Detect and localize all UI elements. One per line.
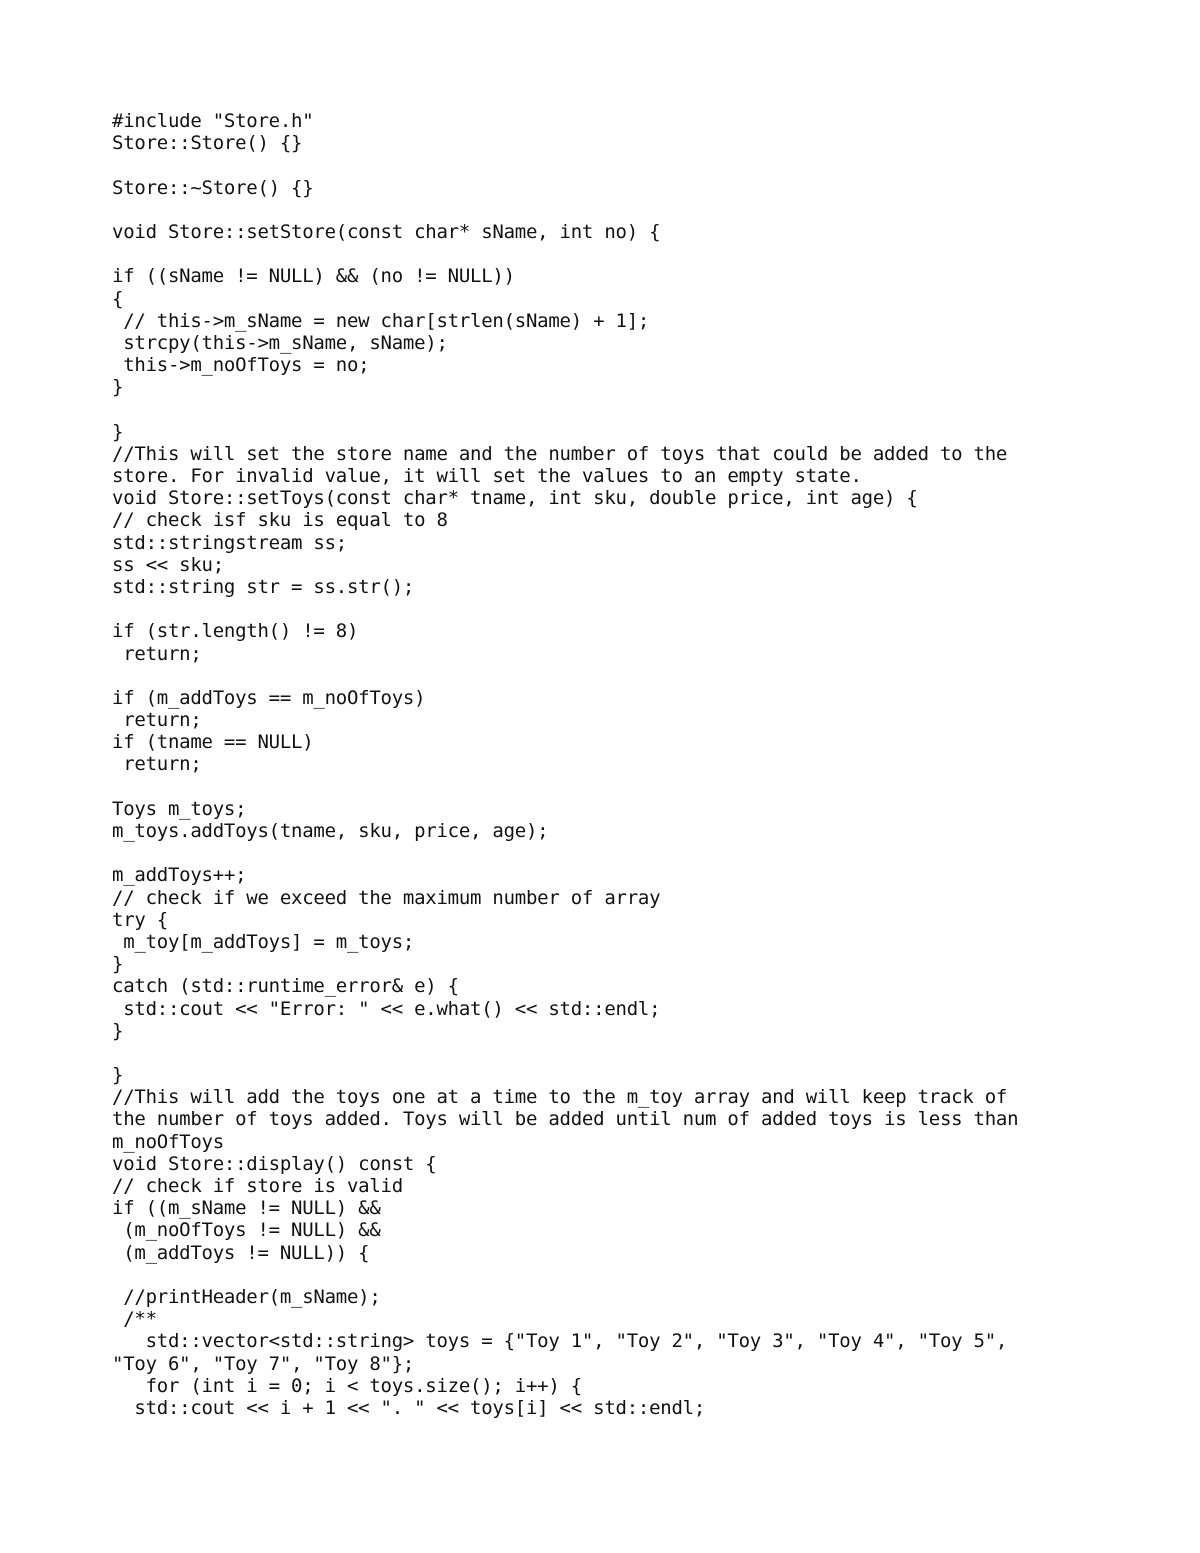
code-line: }	[112, 1064, 124, 1087]
code-line: std::stringstream ss;	[112, 531, 347, 554]
code-line: #include "Store.h"	[112, 110, 314, 132]
code-line: if ((m_sName != NULL) &&	[112, 1197, 381, 1220]
code-line: void Store::setToys(const char* tname, int sku, double price, int age) {	[112, 487, 918, 510]
code-line: std::vector<std::string> toys = {"Toy 1", "Toy 2", "Toy 3", "Toy 4", "Toy 5",	[112, 1330, 1008, 1353]
code-line	[112, 665, 1112, 687]
code-line	[112, 398, 1112, 420]
code-line: std::string str = ss.str();	[112, 575, 415, 598]
code-line: }	[112, 953, 124, 976]
code-line: the number of toys added. Toys will be added until num of added toys is less than	[112, 1108, 1019, 1131]
code-line: Toys m_toys;	[112, 797, 247, 820]
code-line: m_addToys++;	[112, 864, 247, 887]
code-line: void Store::display() const {	[112, 1152, 437, 1175]
code-line: if (tname == NULL)	[112, 731, 314, 754]
code-line: if (str.length() != 8)	[112, 620, 359, 643]
code-line	[112, 199, 1112, 221]
code-listing	[112, 110, 1112, 1419]
code-line: }	[112, 376, 124, 399]
code-line: //printHeader(m_sName);	[112, 1285, 381, 1308]
code-line: if ((sName != NULL) && (no != NULL))	[112, 265, 515, 288]
code-line	[112, 154, 1112, 176]
code-line: std::cout << "Error: " << e.what() << std::endl;	[112, 997, 661, 1020]
code-line: try {	[112, 908, 168, 931]
code-line: if (m_addToys == m_noOfToys)	[112, 686, 426, 709]
code-line: // check if we exceed the maximum number of array	[112, 886, 661, 909]
code-line: for (int i = 0; i < toys.size(); i++) {	[112, 1374, 582, 1397]
code-line: catch (std::runtime_error& e) {	[112, 975, 459, 998]
code-line: m_noOfToys	[112, 1130, 224, 1153]
code-line	[112, 598, 1112, 620]
code-line: // check if store is valid	[112, 1175, 403, 1197]
code-line: (m_addToys != NULL)) {	[112, 1241, 370, 1264]
code-line: Store::Store() {}	[112, 132, 303, 155]
code-line: store. For invalid value, it will set the values to an empty state.	[112, 465, 862, 487]
code-line: (m_noOfToys != NULL) &&	[112, 1219, 381, 1242]
code-line: //This will add the toys one at a time to the m_toy array and will keep track of	[112, 1086, 1008, 1109]
code-line: "Toy 6", "Toy 7", "Toy 8"};	[112, 1352, 415, 1375]
code-line: /**	[112, 1308, 157, 1331]
code-line: // check isf sku is equal to 8	[112, 509, 448, 532]
code-line: {	[112, 287, 124, 310]
code-line: return;	[112, 709, 202, 732]
code-line: }	[112, 1019, 124, 1042]
code-line	[112, 1042, 1112, 1064]
code-line	[112, 1264, 1112, 1286]
code-line	[112, 842, 1112, 864]
code-line	[112, 243, 1112, 265]
code-line: std::cout << i + 1 << ". " << toys[i] << std::endl;	[112, 1396, 706, 1419]
code-line: strcpy(this->m_sName, sName);	[112, 331, 448, 354]
code-line: return;	[112, 642, 202, 665]
code-line: this->m_noOfToys = no;	[112, 354, 370, 377]
code-line: m_toys.addToys(tname, sku, price, age);	[112, 820, 549, 842]
code-line: m_toy[m_addToys] = m_toys;	[112, 930, 415, 953]
code-line: // this->m_sName = new char[strlen(sName) + 1];	[112, 309, 650, 332]
code-line: void Store::setStore(const char* sName, int no) {	[112, 220, 661, 243]
code-line	[112, 776, 1112, 798]
code-line: //This will set the store name and the number of toys that could be added to the	[112, 442, 1008, 465]
code-line: Store::~Store() {}	[112, 176, 314, 199]
code-line: }	[112, 420, 124, 443]
code-line: ss << sku;	[112, 553, 224, 576]
code-line: return;	[112, 753, 202, 776]
